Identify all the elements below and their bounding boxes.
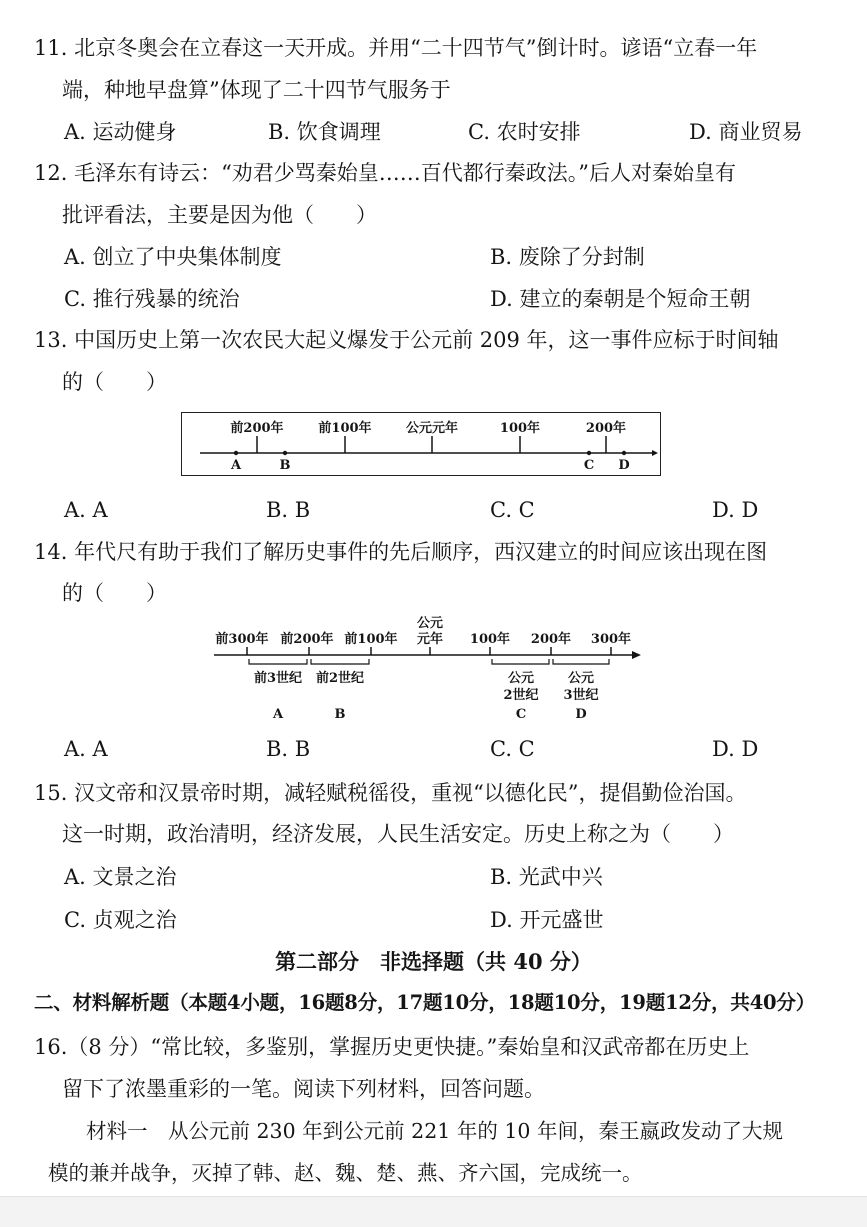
q13-tick-label-3: 公元元年 bbox=[405, 421, 459, 436]
q13-point-c-label: C bbox=[583, 458, 595, 473]
question-13-line-1: 13. 中国历史上第一次农民大起义爆发于公元前 209 年，这一事件应标于时间轴 bbox=[34, 328, 779, 352]
q13-point-a-label: A bbox=[230, 458, 242, 473]
q12-option-a[interactable]: A. 创立了中央集体制度 bbox=[64, 245, 282, 269]
question-12-line-1: 12. 毛泽东有诗云：“劝君少骂秦始皇……百代都行秦政法。”后人对秦始皇有 bbox=[34, 161, 737, 185]
question-12-line-2: 批评看法，主要是因为他（ ） bbox=[62, 203, 377, 227]
question-14-line-1: 14. 年代尺有助于我们了解历史事件的先后顺序，西汉建立的时间应该出现在图 bbox=[34, 540, 768, 564]
part-two-heading: 第二部分 非选择题（共 40 分） bbox=[275, 949, 592, 974]
q14-tick-label-2: 前200年 bbox=[280, 632, 334, 647]
question-11-line-2: 端，种地早盘算”体现了二十四节气服务于 bbox=[62, 78, 451, 102]
q13-point-b-marker bbox=[283, 451, 287, 455]
question-14-line-2: 的（ ） bbox=[62, 581, 167, 605]
q14-option-d[interactable]: D. D bbox=[712, 737, 759, 761]
q13-option-b[interactable]: B. B bbox=[266, 498, 311, 522]
q13-tick-label-5: 200年 bbox=[585, 421, 627, 436]
q14-bracket-bc2 bbox=[311, 659, 369, 664]
q14-tick-label-7: 300年 bbox=[590, 632, 632, 647]
q15-option-a[interactable]: A. 文景之治 bbox=[64, 865, 177, 889]
q12-option-c[interactable]: C. 推行残暴的统治 bbox=[64, 287, 240, 311]
material-one-line-1: 材料一 从公元前 230 年到公元前 221 年的 10 年间，秦王嬴政发动了大规 bbox=[86, 1119, 783, 1143]
q14-tick-label-4b: 元年 bbox=[416, 632, 444, 647]
q13-option-d[interactable]: D. D bbox=[712, 498, 759, 522]
q11-option-a[interactable]: A. 运动健身 bbox=[64, 120, 177, 144]
q14-century-ad3-a: 公元 bbox=[567, 671, 595, 686]
q13-point-b-label: B bbox=[279, 458, 291, 473]
q14-century-ad3-b: 3世纪 bbox=[563, 688, 599, 703]
q13-point-d-marker bbox=[622, 451, 626, 455]
q13-point-a-marker bbox=[234, 451, 238, 455]
q13-option-a[interactable]: A. A bbox=[64, 498, 108, 522]
q14-point-d-label: D bbox=[575, 707, 587, 722]
q14-point-b-label: B bbox=[334, 707, 346, 722]
q14-point-c-label: C bbox=[515, 707, 527, 722]
q15-option-b[interactable]: B. 光武中兴 bbox=[490, 865, 603, 889]
q13-tick-label-1: 前200年 bbox=[230, 421, 284, 436]
q13-point-c-marker bbox=[587, 451, 591, 455]
q14-option-b[interactable]: B. B bbox=[266, 737, 311, 761]
q14-bracket-ad3 bbox=[553, 659, 609, 664]
q12-option-b[interactable]: B. 废除了分封制 bbox=[490, 245, 645, 269]
question-13-line-2: 的（ ） bbox=[62, 370, 167, 394]
q13-tick-label-4: 100年 bbox=[499, 421, 541, 436]
q13-tick-label-2: 前100年 bbox=[318, 421, 372, 436]
q15-option-d[interactable]: D. 开元盛世 bbox=[490, 908, 604, 932]
q14-century-ad2-a: 公元 bbox=[507, 671, 535, 686]
q12-option-d[interactable]: D. 建立的秦朝是个短命王朝 bbox=[490, 287, 751, 311]
q13-axis-arrow bbox=[652, 450, 658, 456]
q15-option-c[interactable]: C. 贞观之治 bbox=[64, 908, 177, 932]
q14-century-bc2: 前2世纪 bbox=[315, 671, 365, 686]
q14-tick-label-1: 前300年 bbox=[215, 632, 269, 647]
q14-tick-label-3: 前100年 bbox=[344, 632, 398, 647]
q14-tick-label-5: 100年 bbox=[469, 632, 511, 647]
q14-axis-arrow bbox=[632, 651, 641, 659]
q14-century-ad2-b: 2世纪 bbox=[503, 688, 539, 703]
question-15-line-2: 这一时期，政治清明，经济发展，人民生活安定。历史上称之为（ ） bbox=[62, 822, 734, 846]
q11-option-b[interactable]: B. 饮食调理 bbox=[268, 120, 381, 144]
question-16-line-1: 16.（8 分）“常比较，多鉴别，掌握历史更快捷。”秦始皇和汉武帝都在历史上 bbox=[34, 1035, 750, 1059]
q13-option-c[interactable]: C. C bbox=[490, 498, 535, 522]
section-two-instructions: 二、材料解析题（本题4小题，16题8分，17题10分，18题10分，19题12分，共40分） bbox=[34, 991, 816, 1014]
q11-option-d[interactable]: D. 商业贸易 bbox=[689, 120, 803, 144]
q14-bracket-bc3 bbox=[249, 659, 307, 664]
question-16-line-2: 留下了浓墨重彩的一笔。阅读下列材料，回答问题。 bbox=[62, 1077, 545, 1101]
q14-tick-label-4a: 公元 bbox=[416, 616, 444, 631]
q14-option-c[interactable]: C. C bbox=[490, 737, 535, 761]
q14-option-a[interactable]: A. A bbox=[64, 737, 108, 761]
q14-point-a-label: A bbox=[272, 707, 284, 722]
q14-tick-label-6: 200年 bbox=[530, 632, 572, 647]
material-one-line-2: 模的兼并战争，灭掉了韩、赵、魏、楚、燕、齐六国，完成统一。 bbox=[48, 1161, 643, 1185]
q11-option-c[interactable]: C. 农时安排 bbox=[468, 120, 581, 144]
question-15-line-1: 15. 汉文帝和汉景帝时期，减轻赋税徭役，重视“以德化民”，提倡勤俭治国。 bbox=[34, 781, 747, 805]
q14-century-bc3: 前3世纪 bbox=[253, 671, 303, 686]
question-11-line-1: 11. 北京冬奥会在立春这一天开成。并用“二十四节气”倒计时。谚语“立春一年 bbox=[34, 36, 758, 60]
page-bottom-strip bbox=[0, 1196, 867, 1227]
q13-point-d-label: D bbox=[618, 458, 630, 473]
q14-bracket-ad2 bbox=[492, 659, 549, 664]
